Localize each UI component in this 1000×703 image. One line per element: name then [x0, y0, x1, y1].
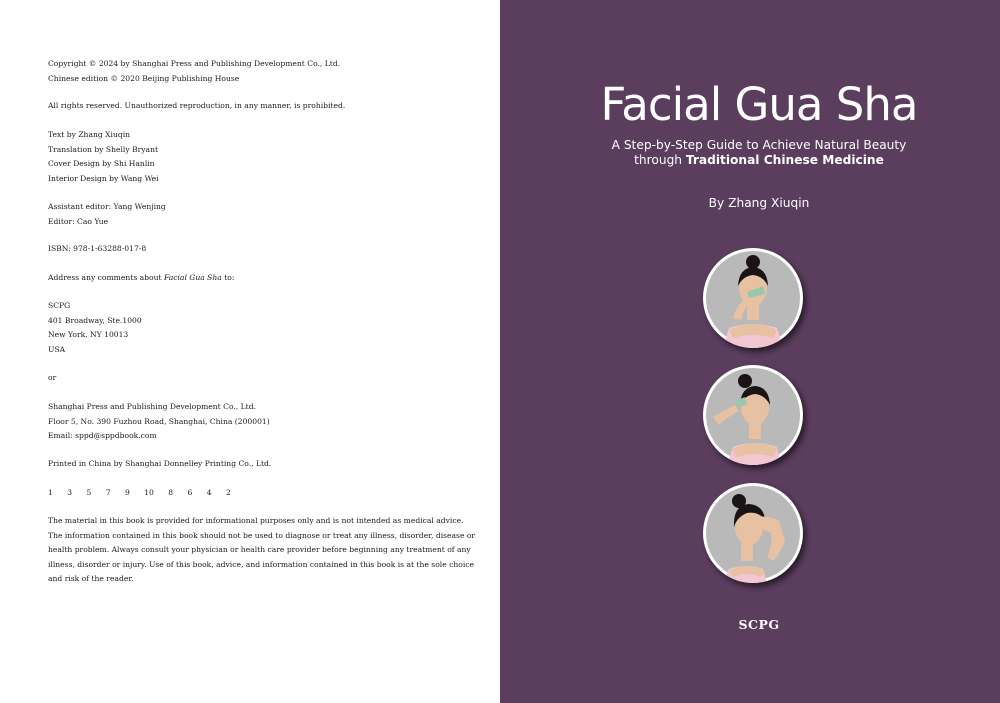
- address-cn-line: Shanghai Press and Publishing Development Co., Ltd.: [48, 402, 257, 411]
- credit-interior-design: Interior Design by Wang Wei: [48, 173, 159, 183]
- printed-in: Printed in China by Shanghai Donnelley Printing Co., Ltd.: [48, 459, 272, 468]
- assistant-editor: Assistant editor: Yang Wenjing: [48, 202, 166, 211]
- address-us-line: 401 Broadway, Ste.1000: [48, 315, 142, 325]
- isbn: ISBN: 978-1-63288-017-8: [48, 244, 147, 253]
- credit-text: Text by Zhang Xiuqin: [48, 130, 131, 139]
- disclaimer-line: illness, disorder or injury. Use of this book, advice, and information contained in this book is at the sole choice: [48, 559, 475, 569]
- subtitle-tcm: Traditional Chinese Medicine: [685, 153, 884, 167]
- address-cn: [48, 400, 438, 444]
- credits-block: [48, 128, 438, 186]
- address-us-line: New York, NY 10013: [48, 330, 129, 340]
- comments-line: [48, 271, 438, 286]
- editor: Editor: Cao Yue: [48, 216, 109, 226]
- printing-numbers: 1 3 5 7 9 10 8 6 4 2: [48, 488, 231, 497]
- email-line: Email: sppd@sppdbook.com: [48, 431, 157, 441]
- copyright-notice: [48, 57, 438, 86]
- subtitle-line-2: [500, 153, 1000, 168]
- copyright-line: Copyright © 2024 by Shanghai Press and Publishing Development Co., Ltd.: [48, 59, 341, 68]
- disclaimer-line: The information contained in this book should not be used to diagnose or treat any illness, disorder, disease or: [48, 530, 476, 540]
- disclaimer-line: and risk of the reader.: [48, 574, 134, 584]
- book-cover: [500, 0, 1000, 703]
- medical-disclaimer: [48, 514, 476, 587]
- disclaimer-line: health problem. Always consult your physician or health care provider before beginning any treatment of any: [48, 545, 471, 555]
- rights-notice: All rights reserved. Unauthorized reproduction, in any manner, is prohibited.: [48, 101, 346, 110]
- photo-fingers-on-brow: [703, 483, 803, 583]
- comments-suffix: to:: [221, 273, 235, 282]
- subtitle-line-1: A Step-by-Step Guide to Achieve Natural Beauty: [611, 138, 907, 152]
- address-us-line: USA: [48, 344, 66, 354]
- editors-block: [48, 200, 438, 229]
- cover-author: By Zhang Xiuqin: [708, 196, 810, 210]
- address-us: [48, 299, 438, 357]
- cover-subtitle: [500, 138, 1000, 168]
- cover-title: Facial Gua Sha: [600, 78, 918, 131]
- chinese-edition-line: Chinese edition © 2020 Beijing Publishing House: [48, 73, 240, 83]
- address-us-line: SCPG: [48, 301, 71, 310]
- comments-book-title: Facial Gua Sha: [163, 273, 222, 282]
- address-cn-line: Floor 5, No. 390 Fuzhou Road, Shanghai, China (200001): [48, 416, 270, 426]
- credit-cover-design: Cover Design by Shi Hanlin: [48, 159, 155, 169]
- photo-jade-tool-at-temple: [703, 365, 803, 465]
- comments-prefix: Address any comments about: [48, 273, 164, 282]
- credit-translation: Translation by Shelly Bryant: [48, 144, 159, 154]
- publisher-logo: SCPG: [738, 617, 780, 632]
- subtitle-line-2-prefix: through: [634, 153, 686, 167]
- disclaimer-line: The material in this book is provided for informational purposes only and is not intended as medical advice.: [48, 516, 464, 525]
- photo-jade-tool-under-nose: [703, 248, 803, 348]
- or-text: or: [48, 373, 57, 382]
